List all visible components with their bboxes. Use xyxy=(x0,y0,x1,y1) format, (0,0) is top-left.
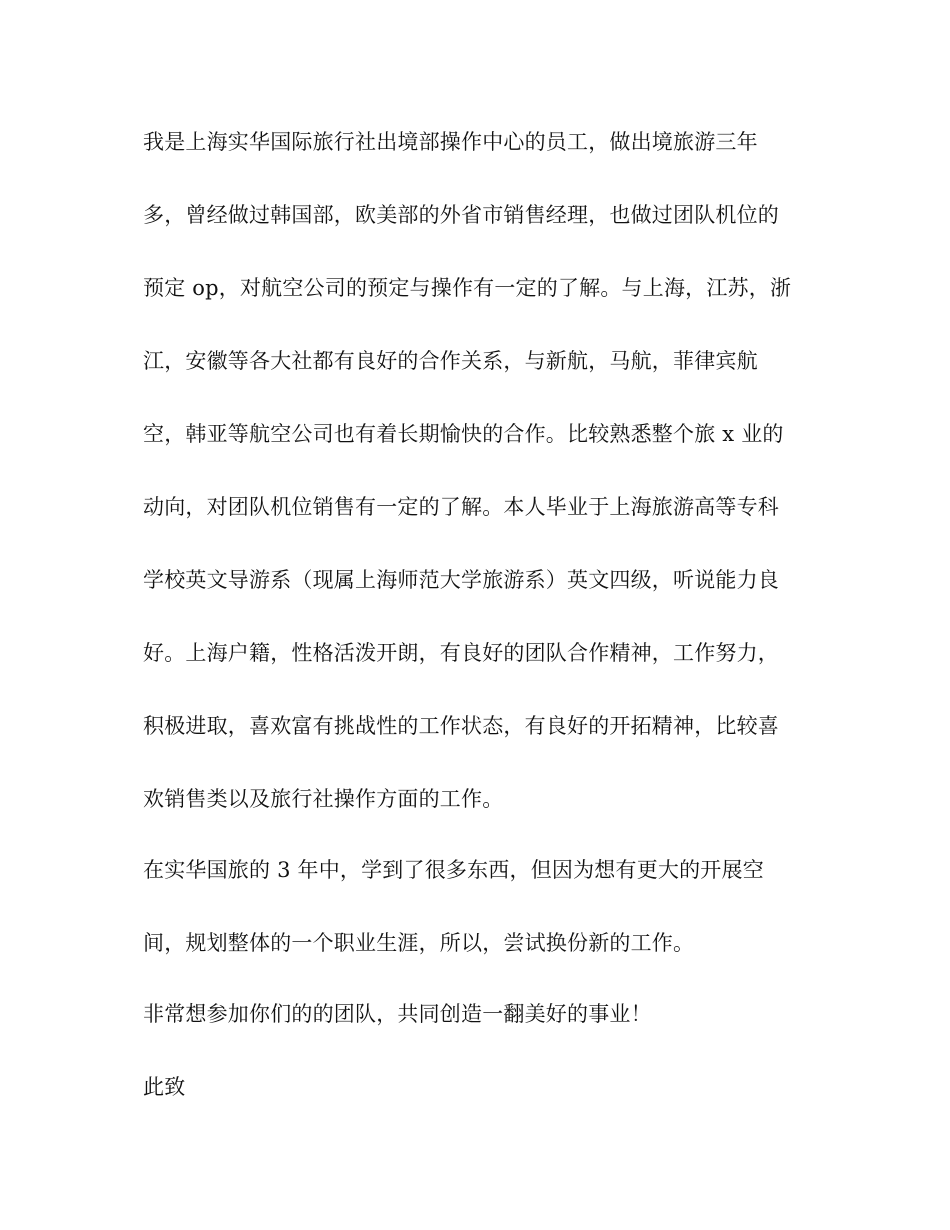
paragraph-1-line-10: 欢销售类以及旅行社操作方面的工作。 xyxy=(143,787,504,811)
paragraph-1-line-6: 动向，对团队机位销售有一定的了解。本人毕业于上海旅游高等专科 xyxy=(143,495,779,519)
paragraph-1-line-3: 预定 op，对航空公司的预定与操作有一定的了解。与上海，江苏，浙 xyxy=(143,276,792,300)
paragraph-1-line-9: 积极进取，喜欢富有挑战性的工作状态，有良好的开拓精神，比较喜 xyxy=(143,714,779,738)
paragraph-1-line-5: 空，韩亚等航空公司也有着长期愉快的合作。比较熟悉整个旅 x 业的 xyxy=(143,422,784,446)
paragraph-2-line-2: 间，规划整体的一个职业生涯，所以，尝试换份新的工作。 xyxy=(143,931,695,955)
paragraph-1-line-1: 我是上海实华国际旅行社出境部操作中心的员工，做出境旅游三年 xyxy=(143,130,758,154)
closing-salutation: 此致 xyxy=(143,1075,186,1099)
paragraph-1-line-8: 好。上海户籍，性格活泼开朗，有良好的团队合作精神，工作努力， xyxy=(143,641,779,665)
paragraph-1-line-2: 多，曾经做过韩国部，欧美部的外省市销售经理，也做过团队机位的 xyxy=(143,203,779,227)
paragraph-3-line-1: 非常想参加你们的的团队，共同创造一翻美好的事业！ xyxy=(143,1002,652,1026)
paragraph-2-line-1: 在实华国旅的 3 年中，学到了很多东西，但因为想有更大的开展空 xyxy=(143,858,764,882)
paragraph-1-line-7: 学校英文导游系（现属上海师范大学旅游系）英文四级，听说能力良 xyxy=(143,568,779,592)
paragraph-1-line-4: 江，安徽等各大社都有良好的合作关系，与新航，马航，菲律宾航 xyxy=(143,349,758,373)
